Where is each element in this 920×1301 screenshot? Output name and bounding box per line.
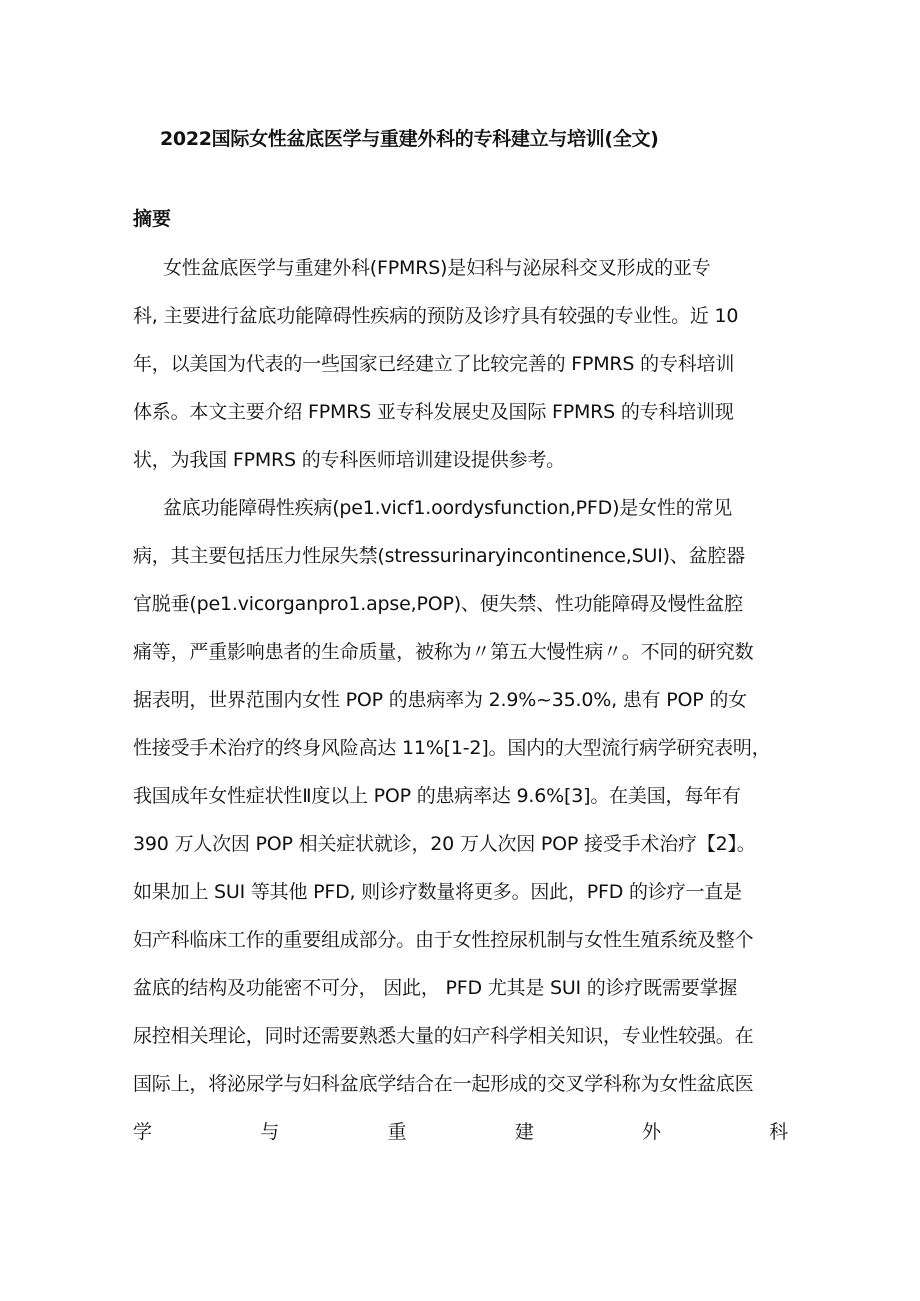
paragraph-2-line-7: 我国成年女性症状性Ⅱ度以上 POP 的患病率达 9.6%[3]。在美国，每年有 [133,785,741,807]
document-title: 2022国际女性盆底医学与重建外科的专科建立与培训(全文) [160,128,659,150]
paragraph-1-line-3: 年，以美国为代表的一些国家已经建立了比较完善的 FPMRS 的专科培训 [133,353,735,375]
paragraph-2-line-11: 盆底的结构及功能密不可分， 因此， PFD 尤其是 SUI 的诊疗既需要掌握 [133,977,738,999]
paragraph-2-line-1: 盆底功能障碍性疾病(pe1.vicf1.oordysfunction,PFD)是女性的常见 [163,497,733,519]
paragraph-2-line-3: 官脱垂(pe1.vicorganpro1.apse,POP)、便失禁、性功能障碍及慢性盆腔 [133,593,743,615]
justified-char: 科 [769,1121,788,1143]
paragraph-1-line-4: 体系。本文主要介绍 FPMRS 亚专科发展史及国际 FPMRS 的专科培训现 [133,401,734,423]
paragraph-2-line-9: 如果加上 SUI 等其他 PFD, 则诊疗数量将更多。因此，PFD 的诊疗一直是 [133,881,742,903]
justified-char: 建 [514,1121,534,1143]
paragraph-2-line-12: 尿控相关理论，同时还需要熟悉大量的妇产科学相关知识，专业性较强。在 [133,1025,754,1047]
paragraph-1-line-5: 状，为我国 FPMRS 的专科医师培训建设提供参考。 [133,449,565,471]
paragraph-2-line-2: 病，其主要包括压力性尿失禁(stressurinaryincontinence,SUI)、盆腔器 [133,545,746,567]
justified-char: 外 [641,1121,661,1143]
paragraph-2-line-14 [133,1117,788,1147]
paragraph-2-line-6: 性接受手术治疗的终身风险高达 11%[1-2]。国内的大型流行病学研究表明， [133,737,771,759]
justified-char: 与 [260,1121,280,1143]
paragraph-2-line-10: 妇产科临床工作的重要组成部分。由于女性控尿机制与女性生殖系统及整个 [133,929,754,951]
paragraph-1-line-2: 科, 主要进行盆底功能障碍性疾病的预防及诊疗具有较强的专业性。近 10 [133,305,739,327]
paragraph-2-line-8: 390 万人次因 POP 相关症状就诊，20 万人次因 POP 接受手术治疗【2】。 [133,833,756,855]
paragraph-2-line-13: 国际上，将泌尿学与妇科盆底学结合在一起形成的交叉学科称为女性盆底医 [133,1073,754,1095]
justified-char: 学 [133,1121,152,1143]
paragraph-2-line-5: 据表明，世界范围内女性 POP 的患病率为 2.9%~35.0%, 患有 POP 的女 [133,689,747,711]
paragraph-2-line-4: 痛等，严重影响患者的生命质量，被称为〃第五大慢性病〃。不同的研究数 [133,641,754,663]
paragraph-1-line-1: 女性盆底医学与重建外科(FPMRS)是妇科与泌尿科交叉形成的亚专 [163,257,711,279]
section-heading-abstract: 摘要 [133,208,172,230]
justified-char: 重 [387,1121,407,1143]
